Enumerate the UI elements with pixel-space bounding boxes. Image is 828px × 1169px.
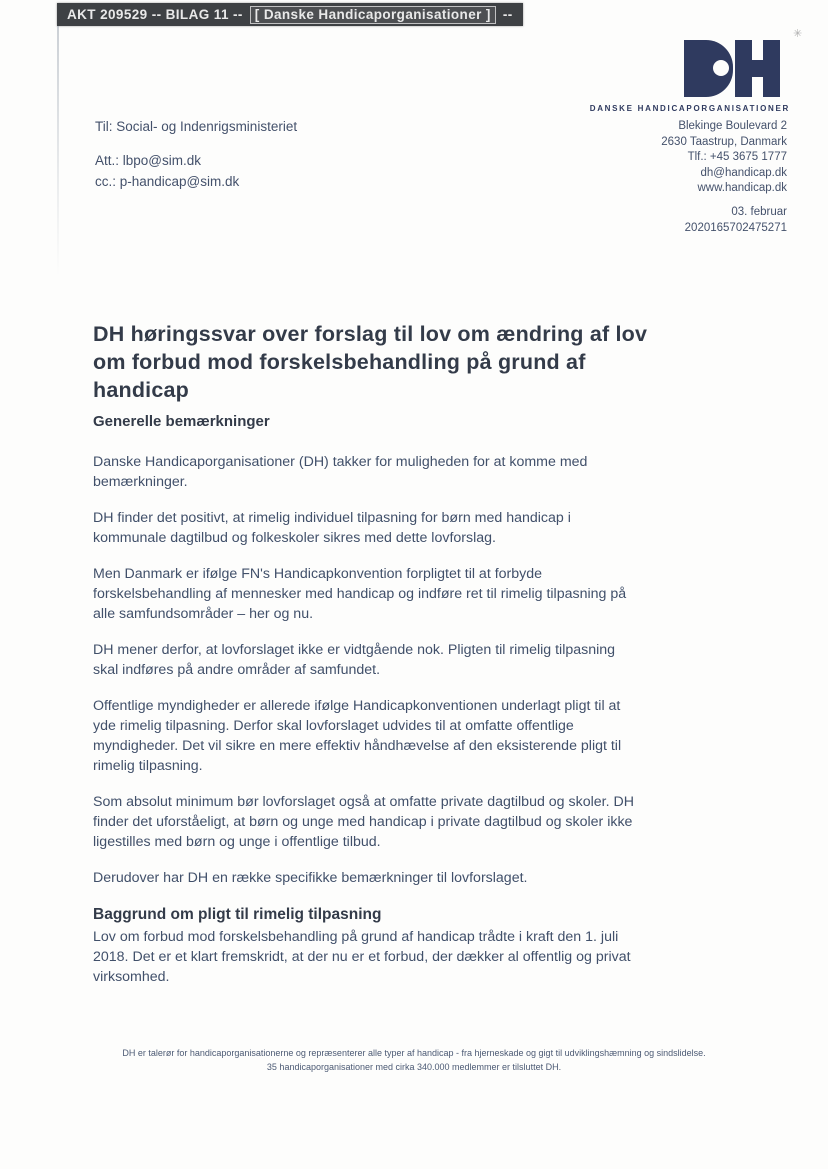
- paragraph: Som absolut minimum bør lovforslaget også at omfatte private dagtilbud og skoler. DH finder det uforståeligt, at børn og unge med handicap i private dagtilbud og skoler ikke ligestilles med børn og unge i offentlige tilbud.: [93, 794, 634, 850]
- archive-stamp: [57, 3, 523, 26]
- letter-title: [93, 320, 693, 404]
- paragraph: Lov om forbud mod forskelsbehandling på grund af handicap trådte i kraft den 1. juli 2018. Det er et klart fremskridt, at der nu er et forbud, der dækker al offentlig og privat virksomhed.: [93, 929, 631, 985]
- paragraph: Offentlige myndigheder er allerede ifølge Handicapkonventionen underlagt pligt til at yde rimelig tilpasning. Derfor skal lovforslaget udvides til at omfatte offentlige myndigheder. Det vil sikre en mere effektiv håndhævelse af den eksisterende pligt til rimelig tilpasning.: [93, 698, 622, 774]
- stamp-organisation-box: [ Danske Handicaporganisationer ]: [250, 6, 496, 24]
- paragraph: Derudover har DH en række specifikke bemærkninger til lovforslaget.: [93, 870, 528, 886]
- sender-contact-block: [661, 119, 787, 197]
- recipient-to-line: Til: Social- og Indenrigsministeriet: [95, 119, 298, 134]
- page-footer: [0, 1046, 828, 1074]
- stamp-akt-bilag-label: AKT 209529 -- BILAG 11 --: [67, 7, 243, 22]
- journal-number: 2020165702475271: [684, 221, 787, 234]
- contact-address-line1: Blekinge Boulevard 2: [678, 120, 787, 132]
- footer-line-1: DH er talerør for handicaporganisationerne og repræsenterer alle typer af handicap - fra hjerneskade og gigt til udviklingshæmning og sindslidelse.: [122, 1048, 706, 1058]
- recipient-cc-line: cc.: p-handicap@sim.dk: [95, 174, 240, 189]
- paragraph: DH mener derfor, at lovforslaget ikke er vidtgående nok. Pligten til rimelig tilpasning skal indføres på andre områder af samfundet.: [93, 642, 616, 678]
- paragraph: DH finder det positivt, at rimelig individuel tilpasning for børn med handicap i kommunale dagtilbud og folkeskoler sikres med dette lovforslag.: [93, 510, 571, 546]
- dh-monogram-icon: [684, 40, 780, 97]
- paragraph: Men Danmark er ifølge FN's Handicapkonvention forpligtet til at forbyde forskelsbehandling af mennesker med handicap og indføre ret til rimelig tilpasning på alle samfundsområder – her og nu.: [93, 566, 627, 622]
- heading-baggrund: Baggrund om pligt til rimelig tilpasning: [93, 906, 382, 923]
- contact-email: dh@handicap.dk: [700, 166, 787, 179]
- dh-logo: [580, 40, 790, 113]
- heading-generelle-bemaerkninger: Generelle bemærkninger: [93, 413, 270, 430]
- title-line-3: handicap: [93, 378, 189, 402]
- date-block: [685, 205, 787, 236]
- contact-website: www.handicap.dk: [697, 182, 787, 194]
- paragraph: Danske Handicaporganisationer (DH) takker for muligheden for at komme med bemærkninger.: [93, 454, 588, 490]
- letter-date: 03. februar: [731, 206, 787, 218]
- title-line-2: om forbud mod forskelsbehandling på grund af: [93, 350, 586, 374]
- recipient-att-line: Att.: lbpo@sim.dk: [95, 153, 201, 168]
- contact-address-line2: 2630 Taastrup, Danmark: [661, 135, 787, 148]
- scan-artifact-line: [57, 26, 59, 276]
- section-baggrund: [93, 906, 653, 987]
- recipient-block: [95, 116, 297, 192]
- footer-line-2: 35 handicaporganisationer med cirka 340.000 medlemmer er tilsluttet DH.: [266, 1062, 562, 1072]
- scan-artifact-mark: ✳: [793, 28, 803, 40]
- title-line-1: DH høringssvar over forslag til lov om ændring af lov: [93, 322, 648, 346]
- logo-org-name: DANSKE HANDICAPORGANISATIONER: [589, 104, 790, 113]
- contact-phone: Tlf.: +45 3675 1777: [687, 151, 787, 163]
- stamp-trailing-dashes: --: [502, 7, 513, 22]
- letter-body: [93, 452, 636, 904]
